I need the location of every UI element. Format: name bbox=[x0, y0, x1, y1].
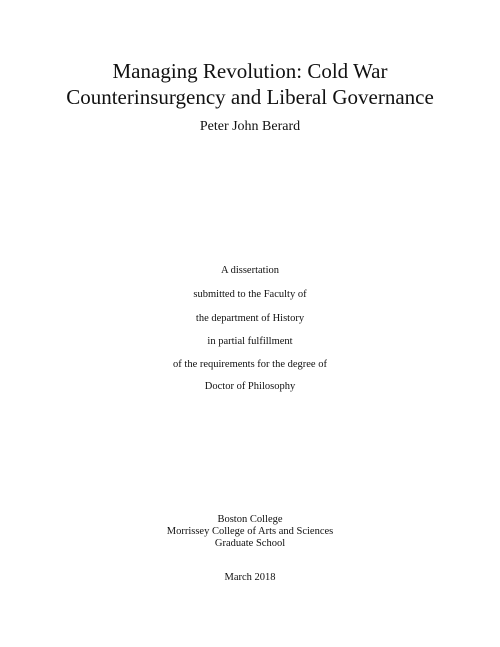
statement-line-6: Doctor of Philosophy bbox=[204, 381, 296, 392]
dissertation-title-line-2: Counterinsurgency and Liberal Governance bbox=[66, 85, 434, 109]
statement-line-1: A dissertation bbox=[220, 265, 280, 276]
statement-line-2: submitted to the Faculty of bbox=[193, 289, 307, 300]
author-name: Peter John Berard bbox=[199, 119, 301, 134]
submission-date: March 2018 bbox=[224, 572, 276, 583]
statement-line-5: of the requirements for the degree of bbox=[173, 359, 327, 370]
institution-line-3: Graduate School bbox=[214, 538, 286, 549]
statement-line-3: the department of History bbox=[195, 313, 305, 324]
institution-line-1: Boston College bbox=[217, 514, 283, 525]
institution-line-2: Morrissey College of Arts and Sciences bbox=[166, 526, 334, 537]
statement-line-4: in partial fulfillment bbox=[207, 336, 293, 347]
dissertation-title-line-1: Managing Revolution: Cold War bbox=[112, 59, 388, 83]
